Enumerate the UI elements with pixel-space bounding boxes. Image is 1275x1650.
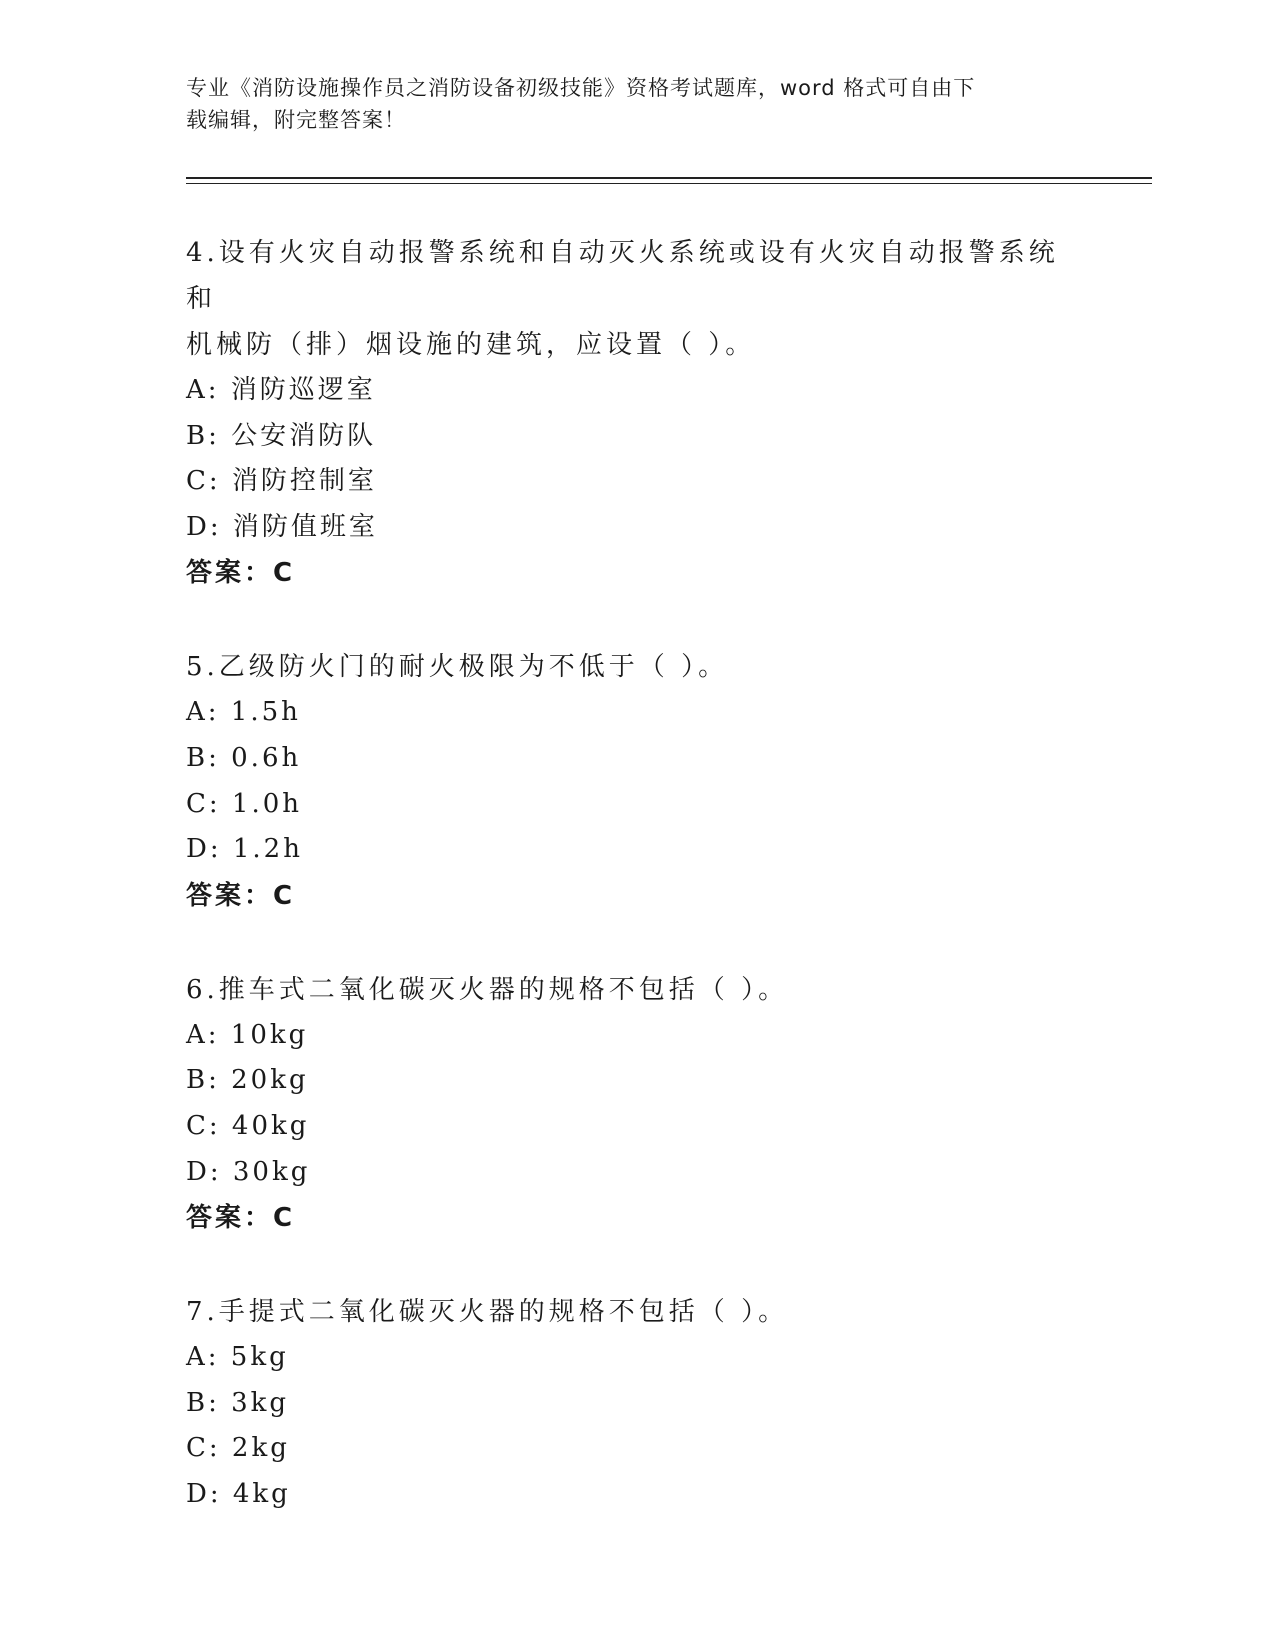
option-a: A: 1.5h bbox=[186, 697, 301, 728]
question-stem: 6.推车式二氧化碳灭火器的规格不包括（ ）。 bbox=[186, 974, 789, 1005]
question-7 bbox=[186, 1289, 1086, 1517]
question-stem: 7.手提式二氧化碳灭火器的规格不包括（ ）。 bbox=[186, 1297, 789, 1328]
question-stem: 5.乙级防火门的耐火极限为不低于（ ）。 bbox=[186, 652, 729, 683]
option-d: D: 消防值班室 bbox=[186, 511, 378, 542]
option-b: B: 3kg bbox=[186, 1387, 290, 1418]
option-c: C: 1.0h bbox=[186, 788, 303, 819]
option-d: D: 1.2h bbox=[186, 834, 303, 865]
option-b: B: 20kg bbox=[186, 1065, 309, 1096]
question-list bbox=[186, 230, 1086, 1566]
header-line-1: 专业《消防设施操作员之消防设备初级技能》资格考试题库，word 格式可自由下 bbox=[186, 76, 976, 100]
question-stem: 4.设有火灾自动报警系统和自动灭火系统或设有火灾自动报警系统和 bbox=[186, 238, 1059, 314]
question-5 bbox=[186, 644, 1086, 918]
option-c: C: 40kg bbox=[186, 1110, 310, 1141]
option-a: A: 消防巡逻室 bbox=[186, 375, 376, 405]
header-line-2: 载编辑，附完整答案！ bbox=[186, 108, 406, 132]
option-a: A: 5kg bbox=[186, 1342, 289, 1373]
header-rule-thick bbox=[186, 177, 1152, 179]
question-6 bbox=[186, 967, 1086, 1241]
answer: 答案：C bbox=[186, 558, 296, 589]
question-4 bbox=[186, 230, 1086, 596]
header-rule-thin bbox=[186, 183, 1152, 184]
option-d: D: 4kg bbox=[186, 1478, 291, 1509]
option-d: D: 30kg bbox=[186, 1156, 311, 1187]
option-c: C: 2kg bbox=[186, 1433, 290, 1464]
option-b: B: 0.6h bbox=[186, 742, 302, 773]
option-a: A: 10kg bbox=[186, 1019, 309, 1050]
document-header bbox=[186, 72, 1066, 136]
option-c: C: 消防控制室 bbox=[186, 466, 377, 497]
option-b: B: 公安消防队 bbox=[186, 420, 377, 451]
question-stem-continued: 机械防（排）烟设施的建筑，应设置（ ）。 bbox=[186, 330, 756, 360]
answer: 答案：C bbox=[186, 880, 296, 911]
answer: 答案：C bbox=[186, 1203, 296, 1234]
